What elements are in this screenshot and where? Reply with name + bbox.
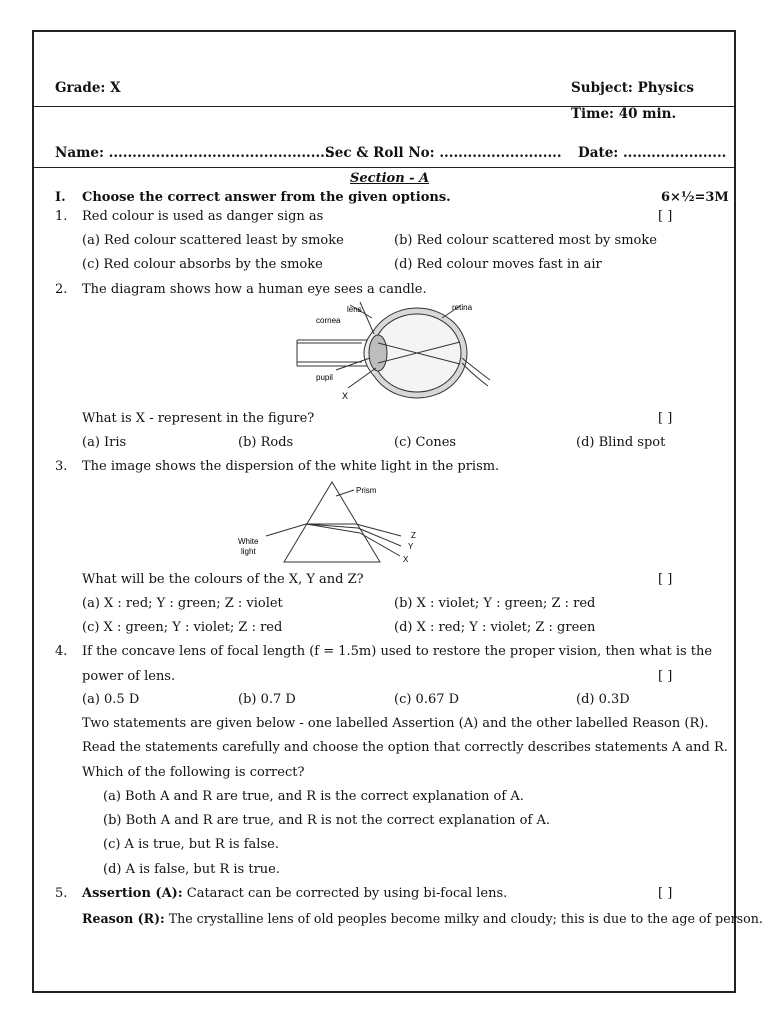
sec-roll-field[interactable]: Sec & Roll No: .......................... bbox=[325, 145, 562, 161]
name-divider bbox=[32, 167, 736, 168]
q1-option-c[interactable]: (c) Red colour absorbs by the smoke bbox=[82, 257, 323, 272]
q4-answer-box[interactable]: [ ] bbox=[658, 669, 673, 684]
section-title: Section - A bbox=[350, 171, 430, 186]
q3-number: 3. bbox=[55, 459, 68, 474]
eye-label-retina: retina bbox=[452, 303, 473, 312]
q2-question: What is X - represent in the figure? bbox=[82, 411, 315, 426]
eye-label-pupil: pupil bbox=[316, 373, 333, 382]
time-label: Time: 40 min. bbox=[571, 106, 677, 122]
q4-text-line2: power of lens. bbox=[82, 669, 176, 684]
ar-intro-line1: Two statements are given below - one labelled Assertion (A) and the other labelled Reason (R). bbox=[82, 716, 709, 731]
eye-label-cornea: cornea bbox=[316, 316, 341, 325]
q2-text: The diagram shows how a human eye sees a candle. bbox=[82, 282, 427, 297]
q3-answer-box[interactable]: [ ] bbox=[658, 572, 673, 587]
q2-option-a[interactable]: (a) Iris bbox=[82, 435, 127, 450]
q2-option-d[interactable]: (d) Blind spot bbox=[576, 435, 666, 450]
q4-number: 4. bbox=[55, 644, 68, 659]
q1-option-d[interactable]: (d) Red colour moves fast in air bbox=[394, 257, 602, 272]
ray-label-z: Z bbox=[411, 531, 416, 540]
eye-label-lens: lens bbox=[347, 305, 362, 314]
eye-label-x: X bbox=[342, 391, 349, 401]
assertion-text: Cataract can be corrected by using bi-focal lens. bbox=[186, 886, 508, 901]
section-marks: 6×½=3M bbox=[661, 190, 729, 205]
q2-option-b[interactable]: (b) Rods bbox=[238, 435, 294, 450]
q1-number: 1. bbox=[55, 209, 68, 224]
section-roman: I. bbox=[55, 190, 66, 205]
q3-option-d[interactable]: (d) X : red; Y : violet; Z : green bbox=[394, 620, 596, 635]
subject-label: Subject: Physics bbox=[571, 80, 694, 96]
reason-text: The crystalline lens of old peoples become milky and cloudy; this is due to the age of person. bbox=[168, 911, 763, 926]
q4-text-line1: If the concave lens of focal length (f = 1.5m) used to restore the proper vision, then what is the bbox=[82, 644, 713, 659]
reason-label: Reason (R): bbox=[82, 911, 165, 926]
q2-option-c[interactable]: (c) Cones bbox=[394, 435, 457, 450]
section-instruction: Choose the correct answer from the given options. bbox=[82, 190, 451, 205]
q5-reason bbox=[82, 911, 763, 926]
ar-option-d: (d) A is false, but R is true. bbox=[103, 862, 280, 877]
q2-answer-box[interactable]: [ ] bbox=[658, 411, 673, 426]
ar-option-c: (c) A is true, but R is false. bbox=[103, 837, 279, 852]
prism-diagram bbox=[236, 478, 426, 568]
ray-label-y: Y bbox=[408, 542, 414, 551]
q3-text: The image shows the dispersion of the white light in the prism. bbox=[82, 459, 500, 474]
q3-option-c[interactable]: (c) X : green; Y : violet; Z : red bbox=[82, 620, 283, 635]
q1-text: Red colour is used as danger sign as bbox=[82, 209, 324, 224]
q4-option-a[interactable]: (a) 0.5 D bbox=[82, 692, 140, 707]
q4-option-c[interactable]: (c) 0.67 D bbox=[394, 692, 460, 707]
date-field[interactable]: Date: ...................... bbox=[578, 145, 727, 161]
ar-intro-line3: Which of the following is correct? bbox=[82, 765, 305, 780]
q1-option-a[interactable]: (a) Red colour scattered least by smoke bbox=[82, 233, 344, 248]
assertion-label: Assertion (A): bbox=[82, 886, 183, 901]
q5-number: 5. bbox=[55, 886, 68, 901]
prism-label: Prism bbox=[356, 486, 377, 495]
ray-label-x: X bbox=[403, 555, 409, 564]
ar-option-a: (a) Both A and R are true, and R is the correct explanation of A. bbox=[103, 789, 524, 804]
name-field[interactable]: Name: ................................................ bbox=[55, 145, 335, 161]
q2-number: 2. bbox=[55, 282, 68, 297]
q4-option-d[interactable]: (d) 0.3D bbox=[576, 692, 630, 707]
q3-option-b[interactable]: (b) X : violet; Y : green; Z : red bbox=[394, 596, 596, 611]
eye-diagram bbox=[292, 298, 492, 404]
q5-answer-box[interactable]: [ ] bbox=[658, 886, 673, 901]
light-label: light bbox=[241, 547, 256, 556]
q1-answer-box[interactable]: [ ] bbox=[658, 209, 673, 224]
q4-option-b[interactable]: (b) 0.7 D bbox=[238, 692, 296, 707]
white-label: White bbox=[238, 537, 259, 546]
q3-question: What will be the colours of the X, Y and Z? bbox=[82, 572, 364, 587]
grade-label: Grade: X bbox=[55, 80, 121, 96]
q1-option-b[interactable]: (b) Red colour scattered most by smoke bbox=[394, 233, 657, 248]
q5-assertion bbox=[82, 886, 507, 901]
ar-intro-line2: Read the statements carefully and choose the option that correctly describes statements A and R. bbox=[82, 740, 728, 755]
q3-option-a[interactable]: (a) X : red; Y : green; Z : violet bbox=[82, 596, 283, 611]
ar-option-b: (b) Both A and R are true, and R is not the correct explanation of A. bbox=[103, 813, 550, 828]
